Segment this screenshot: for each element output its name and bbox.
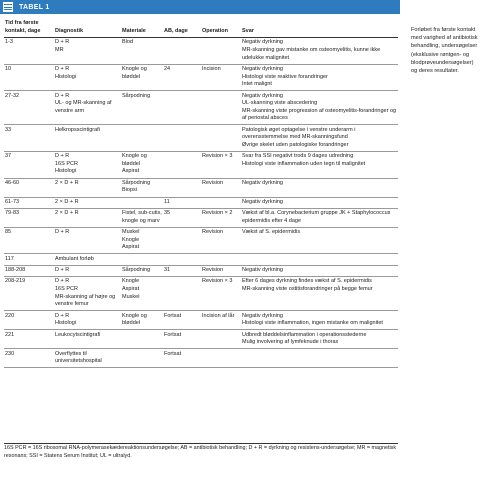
table-caption: Forløbet fra første kontakt med varighed af antibiotisk behandling, undersøgelser (eksklusive røntgen- og blodprøveundersøgelser) og deres resultater. xyxy=(411,27,478,75)
column-header: Operation xyxy=(201,20,241,38)
cell-operation xyxy=(201,311,241,330)
cell-ab-days xyxy=(163,152,201,179)
cell-result-line: Øvrige skelet uden patologiske forandringer xyxy=(242,141,349,148)
cell-ab-days xyxy=(163,38,201,65)
cell-material-line: Sårpodning xyxy=(122,267,151,274)
table-header-row xyxy=(4,20,398,38)
cell-material xyxy=(121,152,163,179)
cell-result xyxy=(241,197,398,208)
table-row xyxy=(4,349,398,368)
cell-diagnostics-line: D + R xyxy=(55,39,70,46)
cell-days: 230 xyxy=(4,349,54,368)
cell-operation-line: Incision af lår xyxy=(202,312,235,319)
cell-material-line: Knogle og bløddel xyxy=(122,312,147,327)
cell-material-line: Knogle og bløddel xyxy=(122,153,147,167)
cell-result-line: Histologi viste inflammation, ingen mistanke om malignitet xyxy=(242,320,383,327)
cell-result-line: UL-skanning viste abscedering xyxy=(242,100,318,107)
cell-result-line: Patologisk øget optagelse i venstre underarm i overensstemmelse med MR-skanningsfund xyxy=(242,126,356,141)
cell-material xyxy=(121,125,163,152)
cell-operation xyxy=(201,38,241,65)
cell-ab-days: Fortsat xyxy=(163,311,201,330)
cell-result xyxy=(241,38,398,65)
cell-material-line: Blod xyxy=(122,39,134,46)
cell-result-line: Mulig involvering af lymfeknude i thorax xyxy=(242,339,339,346)
cell-result xyxy=(241,125,398,152)
cell-days: 61-73 xyxy=(4,197,54,208)
cell-ab-days: 31 xyxy=(163,265,201,276)
column-header: Diagnostik xyxy=(54,20,121,38)
cell-operation xyxy=(201,152,241,179)
cell-operation xyxy=(201,178,241,197)
table-row xyxy=(4,125,398,152)
cell-diagnostics-line: Leukocytscintigrafi xyxy=(55,331,101,338)
cell-material xyxy=(121,227,163,254)
column-header: Svar xyxy=(241,20,398,38)
cell-material-line: Muskel xyxy=(122,293,140,300)
cell-diagnostics xyxy=(54,349,121,368)
cell-diagnostics-line: MR xyxy=(55,46,64,53)
cell-days: 220 xyxy=(4,311,54,330)
cell-material xyxy=(121,178,163,197)
cell-material xyxy=(121,349,163,368)
cell-days: 1-3 xyxy=(4,38,54,65)
cell-material-line: Sårpodning xyxy=(122,179,151,186)
cell-operation xyxy=(201,125,241,152)
cell-operation-line: Revision xyxy=(202,179,224,186)
cell-result xyxy=(241,227,398,254)
cell-diagnostics xyxy=(54,208,121,227)
table-body xyxy=(4,38,398,368)
table-row xyxy=(4,197,398,208)
cell-operation xyxy=(201,208,241,227)
cell-days: 221 xyxy=(4,330,54,349)
cell-days: 188-208 xyxy=(4,265,54,276)
cell-operation-line: Incision xyxy=(202,65,221,72)
cell-ab-days: 35 xyxy=(163,208,201,227)
cell-diagnostics xyxy=(54,38,121,65)
cell-diagnostics xyxy=(54,91,121,125)
cell-days: 208-219 xyxy=(4,277,54,311)
cell-diagnostics-line: D + R xyxy=(55,267,70,274)
cell-result-line: MR-skanning viste progression af osteomyelitis-forandringer og af periostal absces xyxy=(242,107,397,122)
cell-days: 85 xyxy=(4,227,54,254)
cell-ab-days xyxy=(163,125,201,152)
cell-result-line: Histologi viste inflammation uden tegn til malignitet xyxy=(242,160,366,167)
table-row xyxy=(4,330,398,349)
cell-days: 10 xyxy=(4,64,54,91)
cell-result xyxy=(241,152,398,179)
cell-material-line: Sårpodning xyxy=(122,92,151,99)
cell-diagnostics-line: Histologi xyxy=(55,73,77,80)
column-header: Tid fra første kontakt, dage xyxy=(4,20,54,38)
cell-diagnostics xyxy=(54,125,121,152)
cell-operation xyxy=(201,227,241,254)
cell-diagnostics xyxy=(54,227,121,254)
cell-ab-days xyxy=(163,277,201,311)
cell-diagnostics-line: 16S PCR xyxy=(55,160,78,167)
cell-diagnostics xyxy=(54,178,121,197)
cell-operation-line: Revision xyxy=(202,267,224,274)
cell-result-line: Negativ dyrkning xyxy=(242,65,283,72)
cell-diagnostics-line: 2 × D + R xyxy=(55,179,79,186)
cell-material xyxy=(121,64,163,91)
cell-material xyxy=(121,265,163,276)
cell-result xyxy=(241,349,398,368)
cell-diagnostics-line: 2 × D + R xyxy=(55,210,79,217)
cell-diagnostics xyxy=(54,311,121,330)
table-row xyxy=(4,265,398,276)
cell-material-line: Knogle xyxy=(122,236,140,243)
cell-material-line: Knogle og bløddel xyxy=(122,65,147,80)
cell-diagnostics-line: Ambulant forløb xyxy=(55,255,94,262)
cell-result xyxy=(241,208,398,227)
cell-result-line: Efter 6 dages dyrkning findes vækst af S. epidermidis xyxy=(242,278,372,285)
table-row xyxy=(4,277,398,311)
cell-ab-days: Fortsat xyxy=(163,349,201,368)
cell-result xyxy=(241,330,398,349)
cell-material xyxy=(121,197,163,208)
clinical-course-table xyxy=(4,20,398,368)
cell-material-line: Knogle xyxy=(122,278,140,285)
cell-diagnostics-line: Overflyttes til universitetshospital xyxy=(55,350,102,365)
cell-result-line: Intet malignt xyxy=(242,81,272,88)
cell-ab-days: 11 xyxy=(163,197,201,208)
cell-operation-line: Revision × 3 xyxy=(202,153,233,160)
cell-operation-line: Revision × 2 xyxy=(202,210,233,217)
cell-ab-days: Fortsat xyxy=(163,330,201,349)
cell-diagnostics-line: D + R xyxy=(55,312,70,319)
cell-result-line: MR-skanning gav mistanke om osteomyelitis, kunne ikke udelukke malignitet xyxy=(242,46,381,61)
cell-result xyxy=(241,277,398,311)
table-footnote: 16S PCR = 16S ribosomal RNA-polymerasekædereaktionsundersøgelse; AB = antibiotisk behandling; D + R = dyrkning og resistens-undersøgelse; MR = magnetisk resonans; SSI = Statens Serum Institut; UL = ultralyd. xyxy=(4,445,397,459)
table-row xyxy=(4,152,398,179)
cell-diagnostics-line: 2 × D + R xyxy=(55,198,79,205)
cell-ab-days: 24 xyxy=(163,64,201,91)
cell-result xyxy=(241,178,398,197)
cell-diagnostics-line: Helkropsscintigrafi xyxy=(55,126,100,133)
cell-material-line: Biopsi xyxy=(122,187,137,194)
column-header: Materiale xyxy=(121,20,163,38)
cell-operation-line: Revision × 3 xyxy=(202,278,233,285)
cell-material xyxy=(121,208,163,227)
cell-material-line: Muskel xyxy=(122,229,140,236)
cell-material xyxy=(121,254,163,265)
cell-diagnostics xyxy=(54,64,121,91)
cell-operation-line: Revision xyxy=(202,229,224,236)
cell-result-line: Svar fra SSI negativt trods 9 dages udredning xyxy=(242,153,354,160)
cell-result-line: Vækst af bl.a. Corynebacterium gruppe JK + Staphylococcus epidermidis efter 4 dage xyxy=(242,210,391,224)
cell-result xyxy=(241,311,398,330)
cell-material-line: Aspirat xyxy=(122,286,140,292)
cell-material xyxy=(121,330,163,349)
cell-result-line: Negativ dyrkning xyxy=(242,198,283,205)
table-row xyxy=(4,91,398,125)
cell-result-line: Negativ dyrkning xyxy=(242,92,283,99)
cell-diagnostics xyxy=(54,330,121,349)
cell-diagnostics-line: D + R xyxy=(55,278,70,285)
cell-material-line: Aspirat xyxy=(122,244,140,251)
table-icon xyxy=(3,2,13,12)
cell-ab-days xyxy=(163,178,201,197)
cell-diagnostics-line: MR-skanning af højre og venstre femur xyxy=(55,293,116,308)
cell-result-line: Negativ dyrkning xyxy=(242,39,283,46)
cell-operation xyxy=(201,265,241,276)
cell-result-line: Vækst af S. epidermidis xyxy=(242,229,301,236)
cell-diagnostics xyxy=(54,197,121,208)
cell-ab-days xyxy=(163,91,201,125)
cell-operation xyxy=(201,64,241,91)
cell-days: 46-60 xyxy=(4,178,54,197)
cell-result xyxy=(241,254,398,265)
cell-material xyxy=(121,277,163,311)
table-row xyxy=(4,227,398,254)
cell-material xyxy=(121,311,163,330)
cell-result-line: MR-skanning viste ostitisforandringer på begge femur xyxy=(242,286,373,292)
cell-diagnostics-line: D + R xyxy=(55,65,70,72)
cell-result-line: Negativ dyrkning xyxy=(242,179,283,186)
cell-diagnostics xyxy=(54,254,121,265)
cell-operation xyxy=(201,277,241,311)
cell-diagnostics-line: Histologi xyxy=(55,320,77,327)
cell-result xyxy=(241,91,398,125)
cell-material-line: Fistel, sub-cutis, knogle og marv xyxy=(122,210,162,224)
cell-material-line: Aspirat xyxy=(122,168,140,175)
cell-days: 33 xyxy=(4,125,54,152)
cell-material xyxy=(121,91,163,125)
cell-result-line: Udbredt bløddelsinflammation i operationsstederne xyxy=(242,331,367,338)
table-row xyxy=(4,311,398,330)
table-row xyxy=(4,64,398,91)
cell-operation xyxy=(201,254,241,265)
table-title: TABEL 1 xyxy=(19,3,50,11)
cell-days: 27-32 xyxy=(4,91,54,125)
cell-days: 79-83 xyxy=(4,208,54,227)
cell-diagnostics-line: D + R xyxy=(55,153,70,160)
cell-operation xyxy=(201,91,241,125)
cell-result-line: Negativ dyrkning xyxy=(242,312,283,319)
cell-diagnostics-line: Histologi xyxy=(55,168,77,175)
table-header-bar xyxy=(0,0,400,14)
cell-diagnostics xyxy=(54,277,121,311)
cell-diagnostics-line: UL- og MR-skanning af venstre arm xyxy=(55,100,112,114)
cell-operation xyxy=(201,349,241,368)
column-header: AB, dage xyxy=(163,20,201,38)
cell-days: 117 xyxy=(4,254,54,265)
cell-material xyxy=(121,38,163,65)
cell-operation xyxy=(201,330,241,349)
cell-result xyxy=(241,265,398,276)
table-row xyxy=(4,178,398,197)
cell-diagnostics-line: D + R xyxy=(55,229,70,236)
cell-diagnostics xyxy=(54,152,121,179)
cell-result-line: Negativ dyrkning xyxy=(242,267,283,274)
cell-diagnostics xyxy=(54,265,121,276)
cell-days: 37 xyxy=(4,152,54,179)
cell-ab-days xyxy=(163,227,201,254)
table-row xyxy=(4,208,398,227)
cell-result xyxy=(241,64,398,91)
cell-result-line: Histologi viste reaktive forandringer xyxy=(242,73,328,80)
table-row xyxy=(4,38,398,65)
cell-diagnostics-line: 16S PCR xyxy=(55,286,78,292)
cell-ab-days xyxy=(163,254,201,265)
table-row xyxy=(4,254,398,265)
cell-diagnostics-line: D + R xyxy=(55,92,70,99)
cell-operation xyxy=(201,197,241,208)
